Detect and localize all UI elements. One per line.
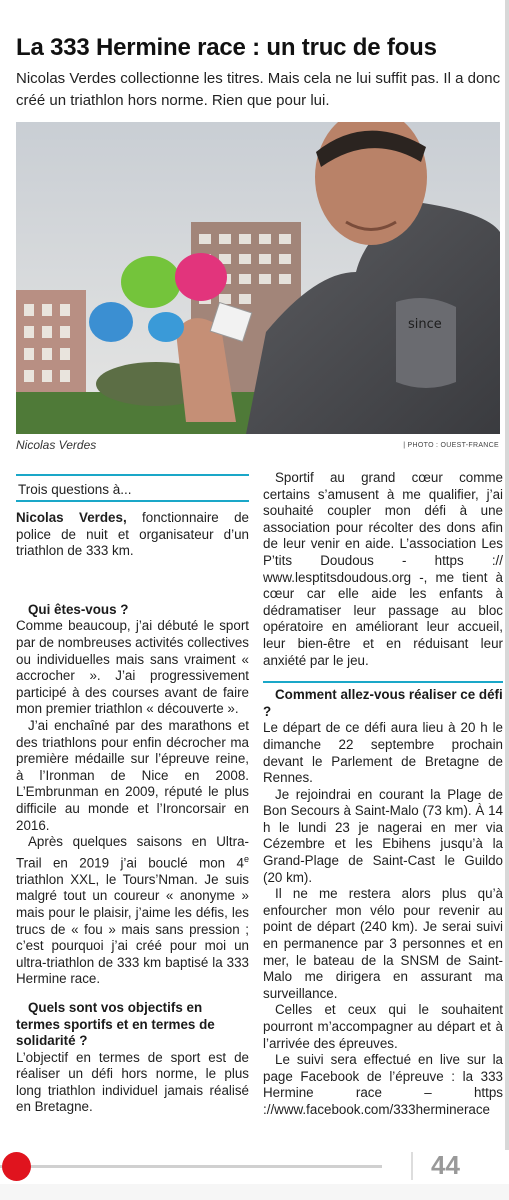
- article-lead: Nicolas Verdes collectionne les titres. Mais cela ne lui suffit pas. Il a donc créé un triathlon hors norme. Rien que pour lui.: [16, 70, 501, 109]
- answer-2-paragraph-2: Sportif au grand cœur comme certains s’amusent à me qualifier, j’ai souhaité coupler mon défi à une association pour récolter des dons afin de leur venir en aide. L’association Les P’tits Doudous - https :// www.lesptitsdoudous.org -, me tient à cœur car elle aide les enfants à dédramatiser leur passage au bloc opératoire en améliorant leur accueil, leur bien-être et en réduisant leur anxiété par le jeu.: [263, 470, 503, 668]
- page-number: 44: [431, 1150, 460, 1180]
- photo-caption: Nicolas Verdes: [16, 438, 97, 452]
- intro-text: fonctionnaire de police de nuit et organisateur d’un triathlon de 333 km.: [16, 510, 250, 559]
- interview-intro: [16, 510, 249, 560]
- answer-1-paragraph-3: Après quelques saisons en Ultra-Trail en 2019 j’ai bouclé mon 4e triathlon XXL, le Tours’Nman. Je suis malgré tout un coureur « anonyme » mais pour le plaisir, j’aime les défis, les trucs de « fou » mais sans pression ; c’est pourquoi j’ai créé pour moi un ultra-triathlon de 333 km baptisé la 333 Hermine race.: [16, 834, 249, 987]
- question-3: Comment allez-vous réaliser ce défi ?: [263, 681, 503, 720]
- shirt-print: [396, 298, 456, 388]
- page-progress-track[interactable]: [0, 1165, 382, 1168]
- plush-blue-small: [148, 312, 184, 342]
- answer-3-paragraph-2: Je rejoindrai en courant la Plage de Bon Secours à Saint-Malo (73 km). À 14 h le lundi 23 je nagerai en mer via Cézembre et les Ebihens jusqu’à la Grand-Plage de Saint-Cast le Guildo (20 km).: [263, 786, 503, 885]
- shirt-text: since: [408, 317, 442, 332]
- plush-pink: [175, 253, 227, 301]
- answer-1-paragraph-2: J’ai enchaîné par des marathons et des triathlons pour enfin décrocher ma première médaille sur l’épreuve reine, à l’Ironman de Nice en 2008. L’Embrunman en 2009, réputé le plus difficile au monde et l’Ironcorsair en 2016.: [16, 717, 249, 833]
- interview-column-right: [263, 470, 503, 1119]
- photo-credit: | PHOTO : OUEST-FRANCE: [403, 442, 499, 449]
- plush-green: [121, 256, 181, 308]
- photo-illustration: [16, 122, 500, 434]
- question-1: Qui êtes-vous ?: [28, 601, 129, 617]
- answer-3-paragraph-3: Il ne me restera alors plus qu’à enfourcher mon vélo pour revenir au point de départ (240 km). Je serai suivi en permanence par 3 personnes et en mer, le bateau de la SNSM de Saint-Malo me dirigera en assurant ma surveillance.: [263, 886, 503, 1001]
- question-2: Quels sont vos objectifs en termes sportifs et en termes de solidarité ?: [16, 999, 215, 1049]
- plush-blue: [89, 302, 133, 342]
- bottom-bar: [0, 1184, 509, 1200]
- page-progress-handle[interactable]: [2, 1152, 31, 1181]
- interview-box-title: Trois questions à...: [16, 474, 249, 502]
- answer-3-paragraph-5: Le suivi sera effectué en live sur la page Facebook de l’épreuve : la 333 Hermine race – https ://www.facebook.com/333herminerace: [263, 1052, 503, 1117]
- answer-2-paragraph-1: L’objectif en termes de sport est de réaliser un défi hors norme, le plus long triathlon individuel jamais réalisé en Bretagne.: [16, 1049, 249, 1115]
- answer-3-paragraph-4: Celles et ceux qui le souhaitent pourront m’accompagner au départ et à l’arrivée des épreuves.: [263, 1002, 503, 1051]
- article-title: La 333 Hermine race : un truc de fous: [16, 34, 437, 61]
- page-edge: [505, 0, 509, 1150]
- answer-3-paragraph-1: Le départ de ce défi aura lieu à 20 h le dimanche 22 septembre prochain devant le Parlement de Bretagne de Rennes.: [263, 720, 503, 786]
- footer-divider: [411, 1152, 413, 1180]
- article-photo: [16, 122, 500, 434]
- interview-column-left: [16, 474, 249, 1116]
- intro-name: Nicolas Verdes,: [16, 510, 127, 525]
- answer-1-paragraph-1: Comme beaucoup, j’ai débuté le sport par de nombreuses activités collectives ou individuelles mais sans vraiment « accrocher ». J’ai progressivement participé à des courses avant de faire mon premier triathlon « découverte ».: [16, 618, 249, 717]
